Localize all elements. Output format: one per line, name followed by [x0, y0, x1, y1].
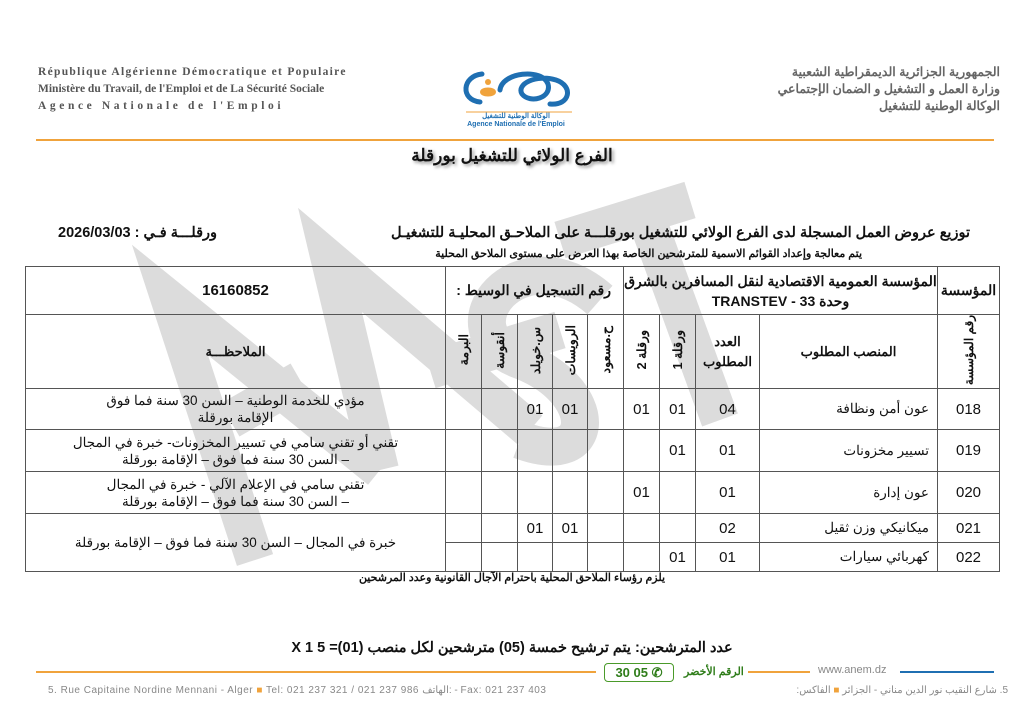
row-note: تقني سامي في الإعلام الآلي - خبرة في المجال – السن 30 سنة فما فوق – الإقامة بورقلة	[26, 472, 446, 514]
row-required: 04	[696, 389, 760, 430]
row-rouissat	[553, 543, 588, 572]
registration-number: 16160852	[26, 267, 446, 315]
distribution-title: توزيع عروض العمل المسجلة لدى الفرع الولائي للتشغيل بورقلـــة على الملاحـق المحليـة للتشغيـل	[391, 225, 970, 241]
row-rouissat: 01	[553, 514, 588, 543]
row-hassi-messaoud	[588, 514, 624, 543]
row-position: كهربائي سيارات	[760, 543, 938, 572]
institution-name	[624, 267, 938, 315]
bullet-icon: ■	[256, 685, 263, 696]
row-sidi-khouiled: 01	[518, 514, 553, 543]
col-rouissat: الرويسات	[553, 315, 588, 389]
row-required: 01	[696, 430, 760, 472]
row-ouargla1: 01	[660, 430, 696, 472]
col-hassi-messaoud: ح.مسعود	[588, 315, 624, 389]
row-hassi-messaoud	[588, 543, 624, 572]
institution-name-line1: المؤسسة العمومية الاقتصادية لنقل المسافرين بالشرق	[624, 272, 937, 289]
row-ouargla2: 01	[624, 389, 660, 430]
col-bermah: البرمة	[446, 315, 482, 389]
address-fr: 5. Rue Capitaine Nordine Mennani - Alger	[48, 685, 254, 696]
row-hassi-messaoud	[588, 430, 624, 472]
row-bermah	[446, 514, 482, 543]
tel-ar-label: الهاتف:	[422, 685, 452, 696]
row-rouissat	[553, 472, 588, 514]
obligation-note: يلزم رؤساء الملاحق المحلية باحترام الآجال القانونية وعدد المرشحين	[358, 572, 666, 584]
col-required: العدد المطلوب	[696, 315, 760, 389]
header-arabic	[580, 64, 1000, 115]
registration-label: رقم التسجيل في الوسيط :	[446, 267, 624, 315]
institution-name-line2: وحدة 33 - TRANSTEV	[711, 292, 850, 309]
agency-fr: Agence Nationale de l'Emploi	[38, 100, 285, 112]
document-date: ورقلـــة فـي : 2026/03/03	[58, 225, 218, 241]
row-hassi-messaoud	[588, 472, 624, 514]
institution-row	[26, 267, 1000, 315]
row-bermah	[446, 430, 482, 472]
tel-fr: Tel: 021 237 321 / 021 237 986	[266, 685, 419, 696]
row-rouissat: 01	[553, 389, 588, 430]
row-position: تسيير مخزونات	[760, 430, 938, 472]
row-bermah	[446, 543, 482, 572]
job-offers-table	[25, 266, 1000, 572]
republic-ar: الجمهورية الجزائرية الديمقراطية الشعبية	[791, 65, 1000, 79]
candidates-rule: عدد المترشحين: يتم ترشيح خمسة (05) مترشحين لكل منصب (01)= 5 X 1	[291, 640, 733, 656]
col-num: رقم المؤسسة	[938, 315, 1000, 389]
row-num: 018	[938, 389, 1000, 430]
logo-caption-ar: الوكالة الوطنية للتشغيل	[482, 113, 550, 120]
row-ouargla2: 01	[624, 472, 660, 514]
row-required: 02	[696, 514, 760, 543]
branch-title: الفرع الولائي للتشغيل بورقلة	[411, 146, 613, 165]
table-row	[26, 430, 1000, 472]
table-row	[26, 472, 1000, 514]
row-ngoussa	[482, 430, 518, 472]
row-ngoussa	[482, 543, 518, 572]
green-number-label: الرقم الأخضر	[684, 666, 744, 678]
row-position: عون إدارة	[760, 472, 938, 514]
agency-ar: الوكالة الوطنية للتشغيل	[878, 99, 1000, 113]
processing-subtitle: يتم معالجة وإعداد القوائم الاسمية للمترشحين الخاصة بهذا العرض على مستوى الملاحق المحلية	[435, 248, 862, 260]
row-required: 01	[696, 472, 760, 514]
row-num: 021	[938, 514, 1000, 543]
row-bermah	[446, 472, 482, 514]
col-ouargla2: ورقلة 2	[624, 315, 660, 389]
ministry-fr: Ministère du Travail, de l'Emploi et de La Sécurité Sociale	[38, 83, 325, 95]
col-notes: الملاحظـــة	[26, 315, 446, 389]
row-sidi-khouiled	[518, 543, 553, 572]
fax: Fax: 021 237 403	[460, 685, 547, 696]
row-note: تقني أو تقني سامي في تسيير المخزونات- خبرة في المجال – السن 30 سنة فما فوق – الإقامة بورقلة	[26, 430, 446, 472]
row-ouargla1	[660, 472, 696, 514]
fax-ar-label: الفاكس:	[796, 685, 831, 696]
row-hassi-messaoud	[588, 389, 624, 430]
row-ouargla2	[624, 543, 660, 572]
row-sidi-khouiled	[518, 430, 553, 472]
row-bermah	[446, 389, 482, 430]
row-ngoussa	[482, 389, 518, 430]
row-sidi-khouiled	[518, 472, 553, 514]
website-link[interactable]: www.anem.dz	[818, 664, 887, 676]
col-ngoussa: أنقوسة	[482, 315, 518, 389]
row-sidi-khouiled: 01	[518, 389, 553, 430]
row-position: عون أمن ونظافة	[760, 389, 938, 430]
header-divider	[36, 139, 994, 141]
phone-icon: ✆	[651, 665, 663, 680]
footer-line-orange-mid	[748, 671, 810, 673]
logo-caption-fr: Agence Nationale de l'Emploi	[467, 121, 565, 128]
row-num: 019	[938, 430, 1000, 472]
republic-fr: République Algérienne Démocratique et Populaire	[38, 66, 347, 78]
row-ouargla2	[624, 430, 660, 472]
row-note: مؤدي للخدمة الوطنية – السن 30 سنة فما فوق الإقامة بورقلة	[26, 389, 446, 430]
address-ar: 5. شارع النقيب نور الدين مناني - الجزائر	[842, 685, 1008, 696]
footer-address-ar	[796, 685, 1008, 696]
green-number-badge	[604, 663, 674, 682]
row-num: 020	[938, 472, 1000, 514]
footer-line-orange-left	[36, 671, 596, 673]
row-ngoussa	[482, 514, 518, 543]
green-number: 30 05	[615, 665, 648, 680]
row-required: 01	[696, 543, 760, 572]
header-french	[38, 64, 428, 115]
table-row	[26, 389, 1000, 430]
row-num: 022	[938, 543, 1000, 572]
institution-label: المؤسسة	[938, 267, 1000, 315]
row-ngoussa	[482, 472, 518, 514]
row-note: خبرة في المجال – السن 30 سنة فما فوق – الإقامة بورقلة	[26, 514, 446, 572]
column-header-row	[26, 315, 1000, 389]
logo-caption	[446, 113, 586, 129]
footer-line-blue	[900, 671, 994, 673]
bullet-icon: ■	[833, 685, 840, 696]
row-rouissat	[553, 430, 588, 472]
ministry-ar: وزارة العمل و التشغيل و الضمان الإجتماعي	[777, 82, 1000, 96]
col-ouargla1: ورقلة 1	[660, 315, 696, 389]
col-sidi-khouiled: س.خويلد	[518, 315, 553, 389]
row-ouargla1	[660, 514, 696, 543]
row-position: ميكانيكي وزن ثقيل	[760, 514, 938, 543]
row-ouargla1: 01	[660, 389, 696, 430]
table-row	[26, 514, 1000, 543]
row-ouargla2	[624, 514, 660, 543]
row-ouargla1: 01	[660, 543, 696, 572]
footer-address-fr: 5. Rue Capitaine Nordine Mennani - Alger ■ Tel: 021 237 321 / 021 237 986 الهاتف: - Fax: 021 237 403	[48, 685, 547, 696]
col-position: المنصب المطلوب	[760, 315, 938, 389]
